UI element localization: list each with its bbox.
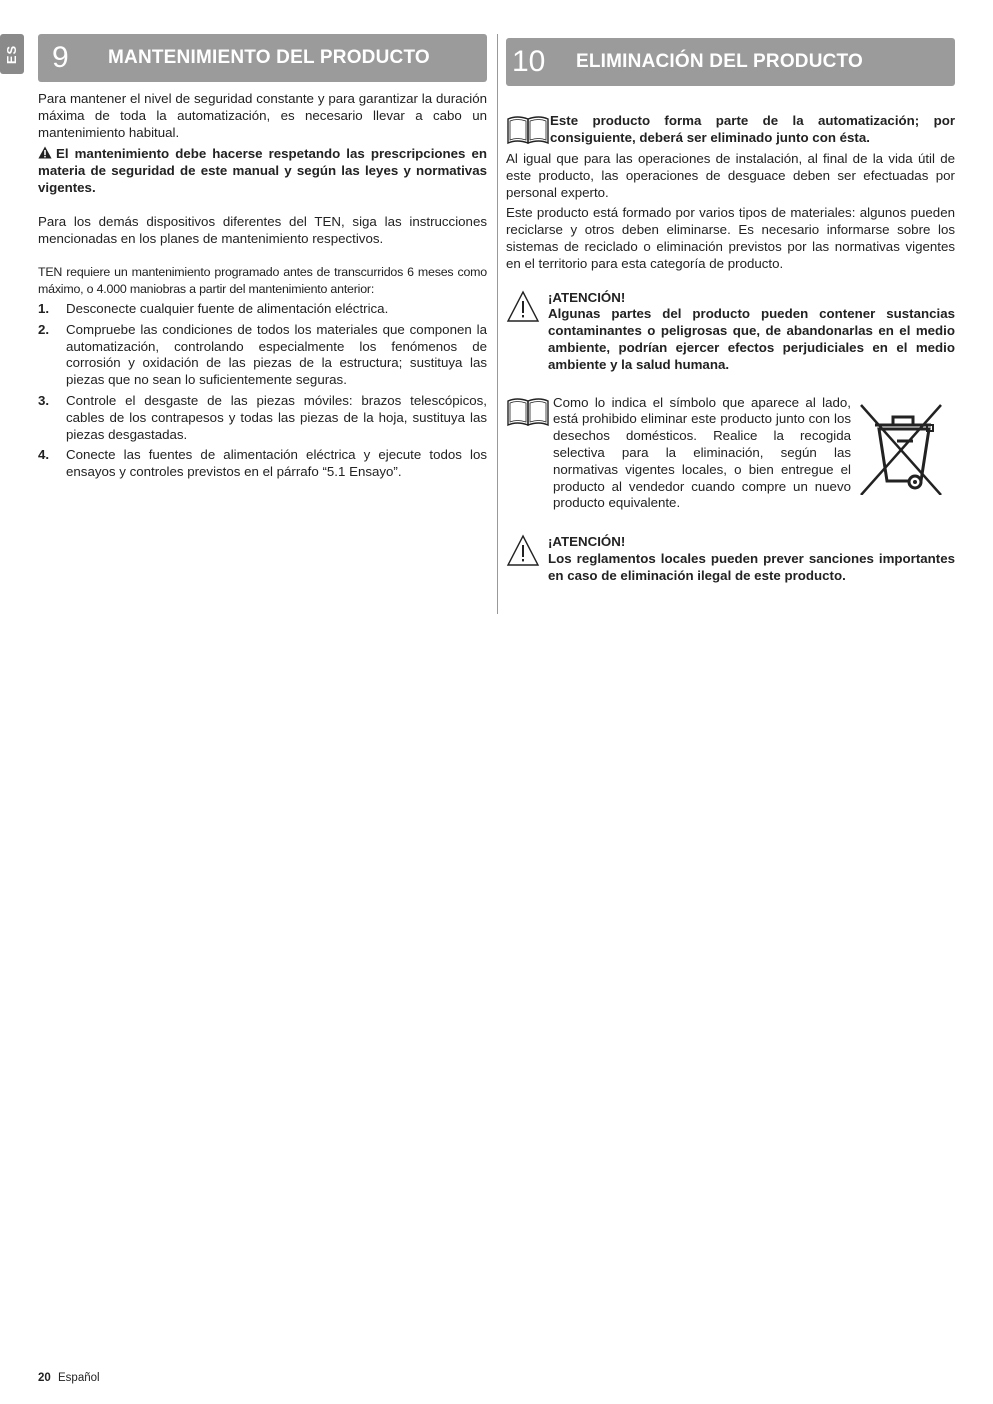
manual-note-1 <box>506 113 955 150</box>
warning-triangle-icon <box>38 146 52 159</box>
attention2-title: ¡ATENCIÓN! <box>548 534 626 550</box>
footer-language: Español <box>58 1372 100 1384</box>
maintenance-steps <box>38 301 487 481</box>
list-item: 1. Desconecte cualquier fuente de alimentación eléctrica. <box>38 300 389 316</box>
section-header-maintenance <box>38 34 487 82</box>
open-book-icon <box>506 113 550 145</box>
warning-triangle-icon <box>506 290 540 324</box>
section-number: 9 <box>52 41 69 74</box>
crossed-out-bin-icon <box>855 395 955 495</box>
weee-note <box>506 395 955 513</box>
maintenance-schedule: TEN requiere un mantenimiento programado antes de transcurridos 6 meses como máximo, o 4.000 maniobras a partir del mantenimiento anterior: <box>38 265 487 297</box>
language-tab-label: ES <box>4 44 20 64</box>
warning-triangle-icon <box>506 534 540 568</box>
attention-block-1 <box>506 290 955 374</box>
section-header-disposal <box>506 38 955 86</box>
section-title: MANTENIMIENTO DEL PRODUCTO <box>108 47 430 68</box>
disposal-section <box>506 38 955 585</box>
section-title: ELIMINACIÓN DEL PRODUCTO <box>576 51 863 72</box>
list-item: 2. Compruebe las condiciones de todos los materiales que componen la automatización, controlando especialmente los fenómenos de corrosión y oxidación de las piezas de la estructura; sustituya las piezas que no sean lo suficientemente seguras. <box>38 321 487 388</box>
page-footer <box>38 1372 100 1384</box>
list-item: 3. Controle el desgaste de las piezas móviles: brazos telescópicos, cables de los contrapesos y todas las piezas de la hoja, sustituya las piezas desgastadas. <box>38 392 487 442</box>
maintenance-section <box>38 34 487 485</box>
maintenance-intro: Para mantener el nivel de seguridad constante y para garantizar la duración máxima de toda la automatización, es necesario llevar a cabo un mantenimiento habitual. <box>38 91 487 140</box>
note1-text: Este producto forma parte de la automatización; por consiguiente, deberá ser eliminado junto con ésta. <box>550 113 955 145</box>
open-book-icon <box>506 395 550 427</box>
list-item: 4. Conecte las fuentes de alimentación eléctrica y ejecute todos los ensayos y controles previstos en el párrafo “5.1 Ensayo”. <box>38 447 487 480</box>
disposal-para-2: Este producto está formado por varios tipos de materiales: algunos pueden reciclarse y otros deben eliminarse. Es necesario informarse sobre los sistemas de reciclado o eliminación previstos por las normativas vigentes en el territorio para esta categoría de producto. <box>506 205 955 271</box>
attention2-text: Los reglamentos locales pueden prever sanciones importantes en caso de eliminación ilegal de este producto. <box>548 550 955 583</box>
maintenance-warning <box>38 146 487 196</box>
language-tab <box>0 34 24 74</box>
section-number: 10 <box>512 45 546 78</box>
maintenance-warning-text: El mantenimiento debe hacerse respetando las prescripciones en materia de seguridad de este manual y según las leyes y normativas vigentes. <box>38 146 487 195</box>
page-number: 20 <box>38 1372 51 1384</box>
attention1-title: ¡ATENCIÓN! <box>548 289 626 305</box>
other-devices-text: Para los demás dispositivos diferentes del TEN, siga las instrucciones mencionadas en los planes de mantenimiento respectivos. <box>38 213 487 246</box>
attention1-text: Algunas partes del producto pueden contener sustancias contaminantes o peligrosas que, de abandonarlas en el medio ambiente, podrían ejercer efectos perjudiciales en el medio ambiente y la salud humana. <box>548 306 955 372</box>
note2-text: Como lo indica el símbolo que aparece al lado, está prohibido eliminar este producto junto con los desechos domésticos. Realice la recogida selectiva para la eliminación, según las normativas vigentes locales, o bien entregue el producto al vendedor cuando compre un nuevo producto equivalente. <box>553 394 851 511</box>
column-divider <box>497 34 498 614</box>
disposal-para-1: Al igual que para las operaciones de instalación, al final de la vida útil de este producto, las operaciones de desguace deben ser efectuadas por personal experto. <box>506 151 955 200</box>
attention-block-2 <box>506 534 955 584</box>
